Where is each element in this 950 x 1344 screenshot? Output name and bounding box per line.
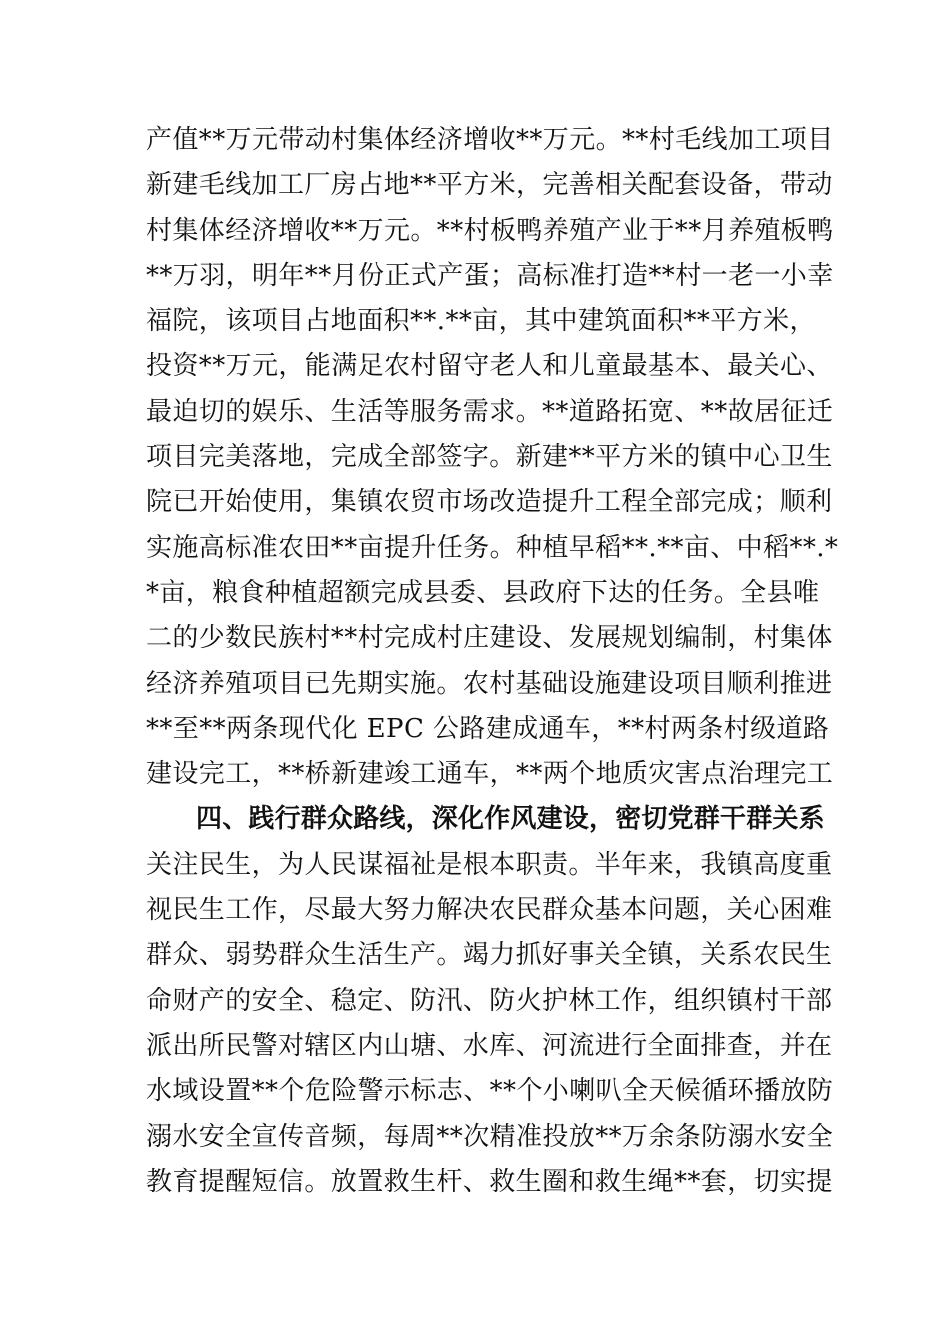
paragraph-line: 福院，该项目占地面积**.**亩，其中建筑面积**平方米， (146, 306, 816, 337)
paragraph-line: 水域设置**个危险警示标志、**个小喇叭全天候循环播放防 (146, 1076, 834, 1107)
paragraph-line: 投资**万元，能满足农村留守老人和儿童最基本、最关心、 (146, 351, 833, 382)
body-text (146, 118, 839, 1205)
paragraph-line: 视民生工作，尽最大努力解决农民群众基本问题，关心困难 (146, 895, 833, 926)
paragraph-line: 最迫切的娱乐、生活等服务需求。**道路拓宽、**故居征迁 (146, 396, 834, 427)
paragraph-line: 实施高标准农田**亩提升任务。种植早稻**.**亩、中稻**.* (146, 532, 839, 563)
paragraph-line: *亩，粮食种植超额完成县委、县政府下达的任务。全县唯 (146, 577, 820, 608)
section-heading: 四、践行群众路线，深化作风建设，密切党群干群关系 (196, 804, 825, 835)
paragraph-line: 教育提醒短信。放置救生杆、救生圈和救生绳**套，切实提 (146, 1166, 833, 1197)
paragraph-line: 建设完工，**桥新建竣工通车，**两个地质灾害点治理完工 (146, 759, 834, 790)
paragraph-line: 派出所民警对辖区内山塘、水库、河流进行全面排查，并在 (146, 1030, 833, 1061)
paragraph-line: 村集体经济增收**万元。**村板鸭养殖产业于**月养殖板鸭 (146, 215, 834, 246)
paragraph-line: **万羽，明年**月份正式产蛋；高标准打造**村一老一小幸 (146, 260, 834, 291)
paragraph-line: 项目完美落地，完成全部签字。新建**平方米的镇中心卫生 (146, 442, 833, 473)
paragraph-line: 新建毛线加工厂房占地**平方米，完善相关配套设备，带动 (146, 170, 833, 201)
paragraph-line: 院已开始使用，集镇农贸市场改造提升工程全部完成；顺利 (146, 487, 833, 518)
paragraph-line: 群众、弱势群众生活生产。竭力抓好事关全镇，关系农民生 (146, 940, 833, 971)
paragraph-line: **至**两条现代化 EPC 公路建成通车，**村两条村级道路 (146, 713, 830, 744)
paragraph-line: 溺水安全宣传音频，每周**次精准投放**万余条防溺水安全 (146, 1121, 834, 1152)
paragraph-line: 二的少数民族村**村完成村庄建设、发展规划编制，村集体 (146, 623, 833, 654)
paragraph-line: 命财产的安全、稳定、防汛、防火护林工作，组织镇村干部 (146, 985, 833, 1016)
paragraph-line: 产值**万元带动村集体经济增收**万元。**村毛线加工项目 (146, 125, 834, 155)
paragraph-line: 经济养殖项目已先期实施。农村基础设施建设项目顺利推进 (146, 668, 833, 699)
paragraph-line: 关注民生，为人民谋福祉是根本职责。半年来，我镇高度重 (146, 849, 833, 880)
